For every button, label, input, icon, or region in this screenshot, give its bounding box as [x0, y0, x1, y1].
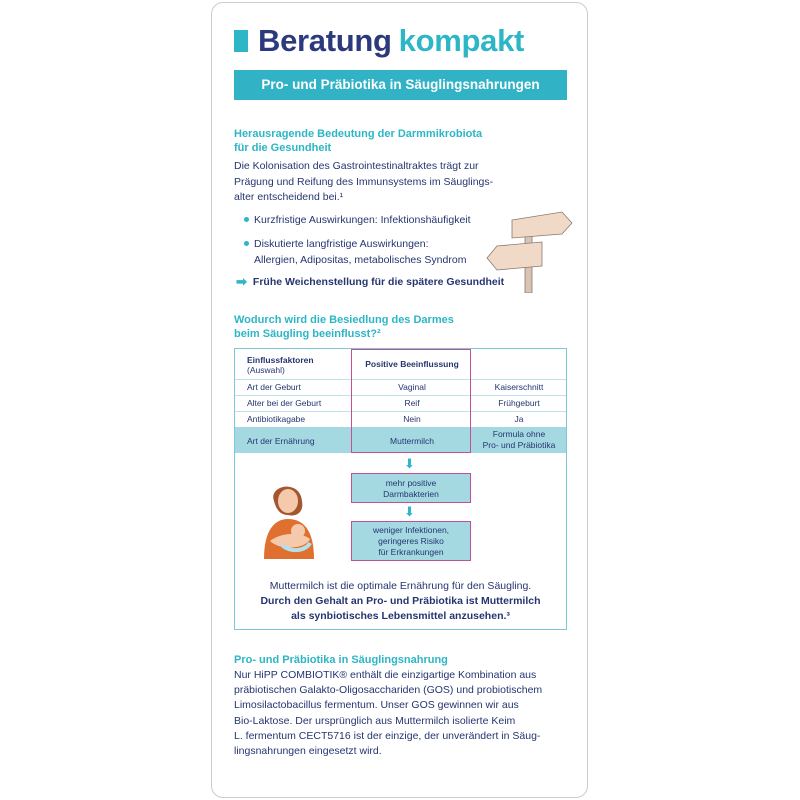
flow-box-bacteria: [351, 473, 471, 503]
section3-line: präbiotischen Galakto-Oligosacchariden (GOS) und probiotischem: [234, 684, 543, 697]
section2-heading: [234, 313, 454, 341]
section3-line: Bio-Laktose. Der ursprünglich aus Muttermilch isolierte Keim: [234, 714, 516, 727]
header-square-icon: [234, 30, 248, 52]
bullet-long-term: [244, 237, 466, 268]
section2-heading-line1: Wodurch wird die Besiedlung des Darmes: [234, 314, 454, 326]
summary-line2: Durch den Gehalt an Pro- und Präbiotika ist Muttermilch: [260, 595, 541, 607]
factor-cell: Antibiotikagabe: [247, 414, 306, 424]
positive-column-highlight: [351, 349, 471, 453]
section1-heading: [234, 127, 482, 155]
para-line: alter entscheidend bei.¹: [234, 191, 344, 203]
section3-line: L. fermentum CECT5716 ist der einzige, der unverändert in Säug-: [234, 729, 541, 742]
col1-header: [247, 355, 314, 375]
other-cell-line1: Formula ohne: [492, 429, 546, 439]
flow-box-infections: [351, 521, 471, 561]
flow2-line2: geringeres Risiko: [378, 536, 444, 546]
summary-line1: Muttermilch ist die optimale Ernährung für den Säugling.: [269, 580, 532, 592]
section1-heading-line1: Herausragende Bedeutung der Darmmikrobiota: [234, 128, 483, 140]
bullet-dot-icon: [244, 217, 249, 222]
key-takeaway-text: Frühe Weichenstellung für die spätere Gesundheit: [252, 276, 505, 288]
section3-heading: Pro- und Präbiotika in Säuglingsnahrung: [234, 654, 448, 666]
flow2-line3: für Erkrankungen: [378, 547, 444, 557]
col2-header: Positive Beeinflussung: [365, 359, 459, 369]
flow1-line2: Darmbakterien: [383, 489, 439, 499]
bullet1-text: Kurzfristige Auswirkungen: Infektionshäufigkeit: [254, 214, 471, 226]
title-part1: Beratung: [258, 23, 392, 58]
arrow-right-icon: ➡: [236, 274, 247, 289]
section3-line: Nur HiPP COMBIOTIK® enthält die einzigartige Kombination aus: [234, 669, 537, 681]
bullet2-line2: Allergien, Adipositas, metabolisches Syndrom: [254, 253, 467, 266]
summary-text: [235, 579, 566, 624]
subtitle-banner: Pro- und Präbiotika in Säuglingsnahrungen: [234, 70, 567, 100]
leaflet-header: [234, 23, 524, 59]
positive-cell: Reif: [404, 398, 420, 408]
col1-header-line2: (Auswahl): [247, 365, 285, 375]
title-part2: kompakt: [398, 23, 525, 58]
section2-heading-line2: beim Säugling beeinflusst?²: [234, 328, 381, 340]
positive-cell: Muttermilch: [390, 436, 434, 446]
para-line: Die Kolonisation des Gastrointestinaltraktes trägt zur: [234, 160, 479, 172]
section3-paragraph: [234, 668, 542, 759]
other-cell-line2: Pro- und Präbiotika: [482, 440, 556, 450]
col1-header-line1: Einflussfaktoren: [247, 355, 314, 365]
other-cell: [475, 429, 563, 451]
flow2-line1: weniger Infektionen,: [372, 525, 450, 535]
factor-cell: Alter bei der Geburt: [247, 398, 322, 408]
signpost-icon: [482, 208, 577, 293]
bullet2-line1: Diskutierte langfristige Auswirkungen:: [254, 238, 429, 250]
other-cell: Kaiserschnitt: [494, 382, 544, 392]
section3-line: lingsnahrungen eingesetzt wird.: [234, 745, 382, 758]
positive-cell: Vaginal: [398, 382, 426, 392]
positive-cell: Nein: [403, 414, 421, 424]
key-takeaway: [236, 274, 504, 290]
section3-line: Limosilactobacillus fermentum. Unser GOS gewinnen wir aus: [234, 699, 519, 712]
para-line: Prägung und Reifung des Immunsystems im Säuglings-: [234, 175, 494, 188]
other-cell: Ja: [514, 414, 524, 424]
factor-cell: Art der Geburt: [247, 382, 301, 392]
bullet-short-term: [244, 213, 471, 229]
other-cell: Frühgeburt: [498, 398, 540, 408]
summary-line3: als synbiotisches Lebensmittel anzusehen.³: [291, 610, 510, 622]
section1-paragraph: [234, 159, 493, 206]
breastfeeding-mother-illustration: [260, 479, 320, 559]
bullet-dot-icon: [244, 241, 249, 246]
factor-cell: Art der Ernährung: [247, 436, 315, 446]
arrow-down-icon: ⬇: [404, 504, 415, 519]
flow1-line1: mehr positive: [385, 478, 437, 488]
section1-heading-line2: für die Gesundheit: [234, 142, 332, 154]
leaflet-card: [211, 2, 588, 798]
influence-panel: [234, 348, 567, 630]
arrow-down-icon: ⬇: [404, 456, 415, 471]
